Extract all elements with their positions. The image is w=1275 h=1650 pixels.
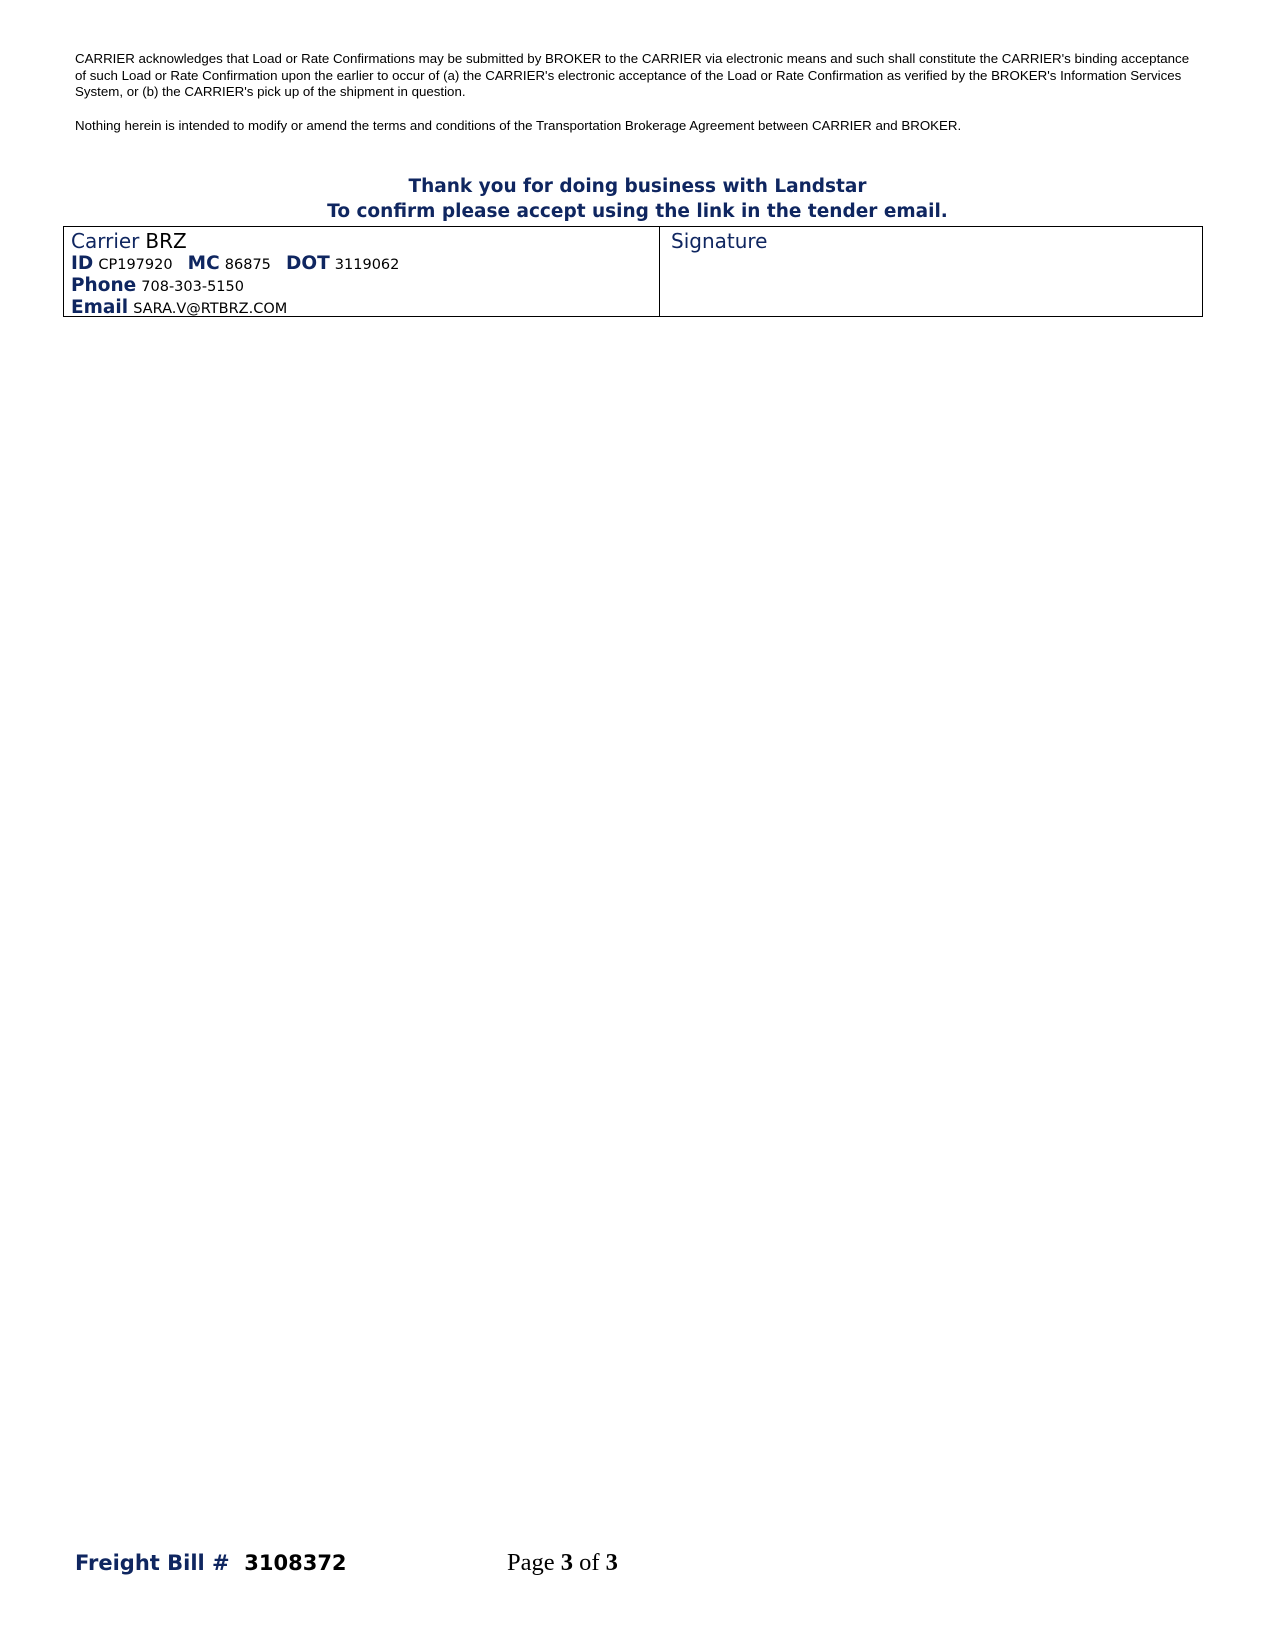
phone-value: 708-303-5150 xyxy=(141,279,244,295)
freight-bill-value: 3108372 xyxy=(244,1551,347,1575)
mc-value: 86875 xyxy=(224,257,271,273)
dot-label: DOT xyxy=(286,253,330,274)
carrier-name-value: BRZ xyxy=(145,229,187,253)
email-value: SARA.V@RTBRZ.COM xyxy=(133,301,288,317)
signature-cell xyxy=(660,227,1202,316)
terms-paragraph-no-modification: Nothing herein is intended to modify or amend the terms and conditions of the Transportation Brokerage Agreement between CARRIER and BROKER. xyxy=(75,118,962,133)
carrier-label: Carrier xyxy=(71,229,140,253)
confirm-instruction-heading: To confirm please accept using the link in the tender email. xyxy=(327,201,948,222)
id-label: ID xyxy=(71,253,94,274)
email-label: Email xyxy=(71,297,129,318)
page-total: 3 xyxy=(605,1549,618,1576)
terms-paragraph-electronic-acceptance: CARRIER acknowledges that Load or Rate Confirmations may be submitted by BROKER to the CARRIER via electronic means and such shall constitute the CARRIER's binding acceptance of such Load or Rate Confirmation upon the earlier to occur of (a) the CARRIER's electronic acceptance of the Load or Rate Confirmation as verified by the BROKER's Information Services System, or (b) the CARRIER's pick up of the shipment in question. xyxy=(75,51,1190,99)
carrier-email-row xyxy=(71,297,659,319)
freight-bill-number xyxy=(75,1551,347,1575)
carrier-phone-row xyxy=(71,275,659,297)
carrier-name-row xyxy=(71,229,659,253)
page-current: 3 xyxy=(560,1549,573,1576)
page-indicator xyxy=(507,1549,618,1577)
carrier-ids-row xyxy=(71,253,659,275)
phone-label: Phone xyxy=(71,275,137,296)
carrier-info-cell xyxy=(64,227,660,316)
carrier-signature-table xyxy=(63,226,1203,317)
id-value: CP197920 xyxy=(98,257,173,273)
mc-label: MC xyxy=(187,253,220,274)
thank-you-heading: Thank you for doing business with Landstar xyxy=(408,176,867,197)
dot-value: 3119062 xyxy=(334,257,400,273)
page-of: of xyxy=(579,1549,600,1576)
page-word: Page xyxy=(507,1549,555,1576)
signature-label: Signature xyxy=(671,229,768,253)
freight-bill-label: Freight Bill # xyxy=(75,1551,230,1575)
